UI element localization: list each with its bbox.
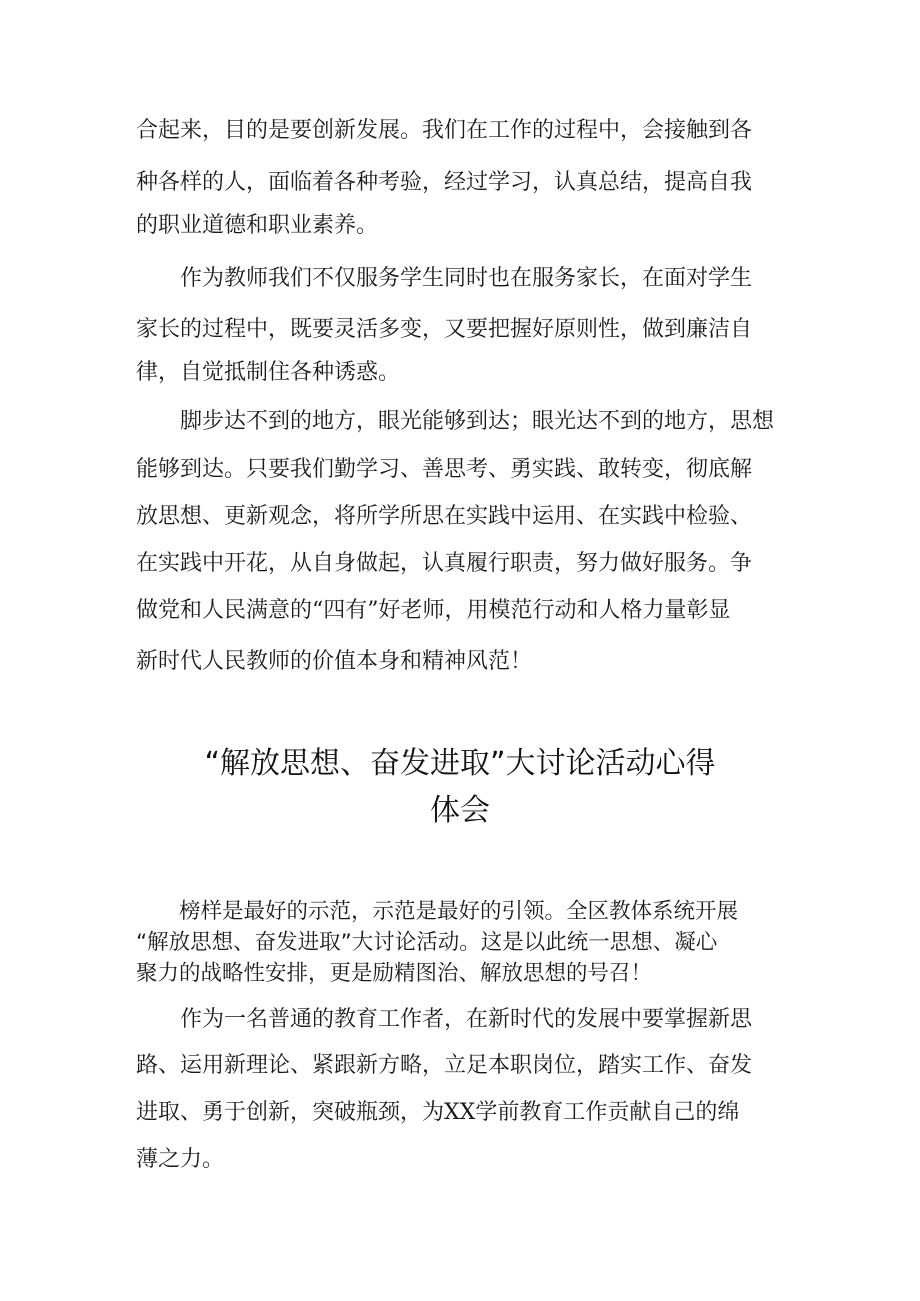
text-line: 作为教师我们不仅服务学生同时也在服务家长，在面对学生 bbox=[136, 266, 753, 291]
text-line: 进取、勇于创新，突破瓶颈，为XX学前教育工作贡献自己的绵 bbox=[136, 1100, 740, 1125]
text-line: “解放思想、奋发进取”大讨论活动。这是以此统一思想、凝心 bbox=[136, 930, 718, 955]
text-line: 榜样是最好的示范，示范是最好的引领。全区教体系统开展 bbox=[136, 899, 739, 924]
text-line: 合起来，目的是要创新发展。我们在工作的过程中，会接触到各 bbox=[136, 118, 753, 143]
article-title-continued: 体会 bbox=[430, 793, 490, 828]
text-line: 新时代人民教师的价值本身和精神风范！ bbox=[136, 649, 533, 674]
text-line: 聚力的战略性安排，更是励精图治、解放思想的号召！ bbox=[136, 961, 653, 986]
text-line: 律，自觉抵制住各种诱惑。 bbox=[136, 360, 401, 385]
text-line: 脚步达不到的地方，眼光能够到达；眼光达不到的地方，思想 bbox=[136, 409, 775, 434]
text-line: 家长的过程中，既要灵活多变，又要把握好原则性，做到廉洁自 bbox=[136, 317, 753, 342]
text-line: 薄之力。 bbox=[136, 1147, 225, 1172]
text-line: 在实践中开花，从自身做起，认真履行职责，努力做好服务。争 bbox=[136, 551, 753, 576]
text-line: 作为一名普通的教育工作者，在新时代的发展中要掌握新思 bbox=[136, 1007, 753, 1032]
text-line: 做党和人民满意的“四有”好老师，用模范行动和人格力量彰显 bbox=[136, 598, 731, 623]
text-line: 放思想、更新观念，将所学所思在实践中运用、在实践中检验、 bbox=[136, 504, 753, 529]
text-line: 能够到达。只要我们勤学习、善思考、勇实践、敢转变，彻底解 bbox=[136, 457, 753, 482]
text-line: 种各样的人，面临着各种考验，经过学习，认真总结，提高自我 bbox=[136, 170, 753, 195]
text-line: 的职业道德和职业素养。 bbox=[136, 213, 379, 238]
text-line: 路、运用新理论、紧跟新方略，立足本职岗位，踏实工作、奋发 bbox=[136, 1053, 753, 1078]
article-title: “解放思想、奋发进取”大讨论活动心得 bbox=[204, 746, 716, 781]
